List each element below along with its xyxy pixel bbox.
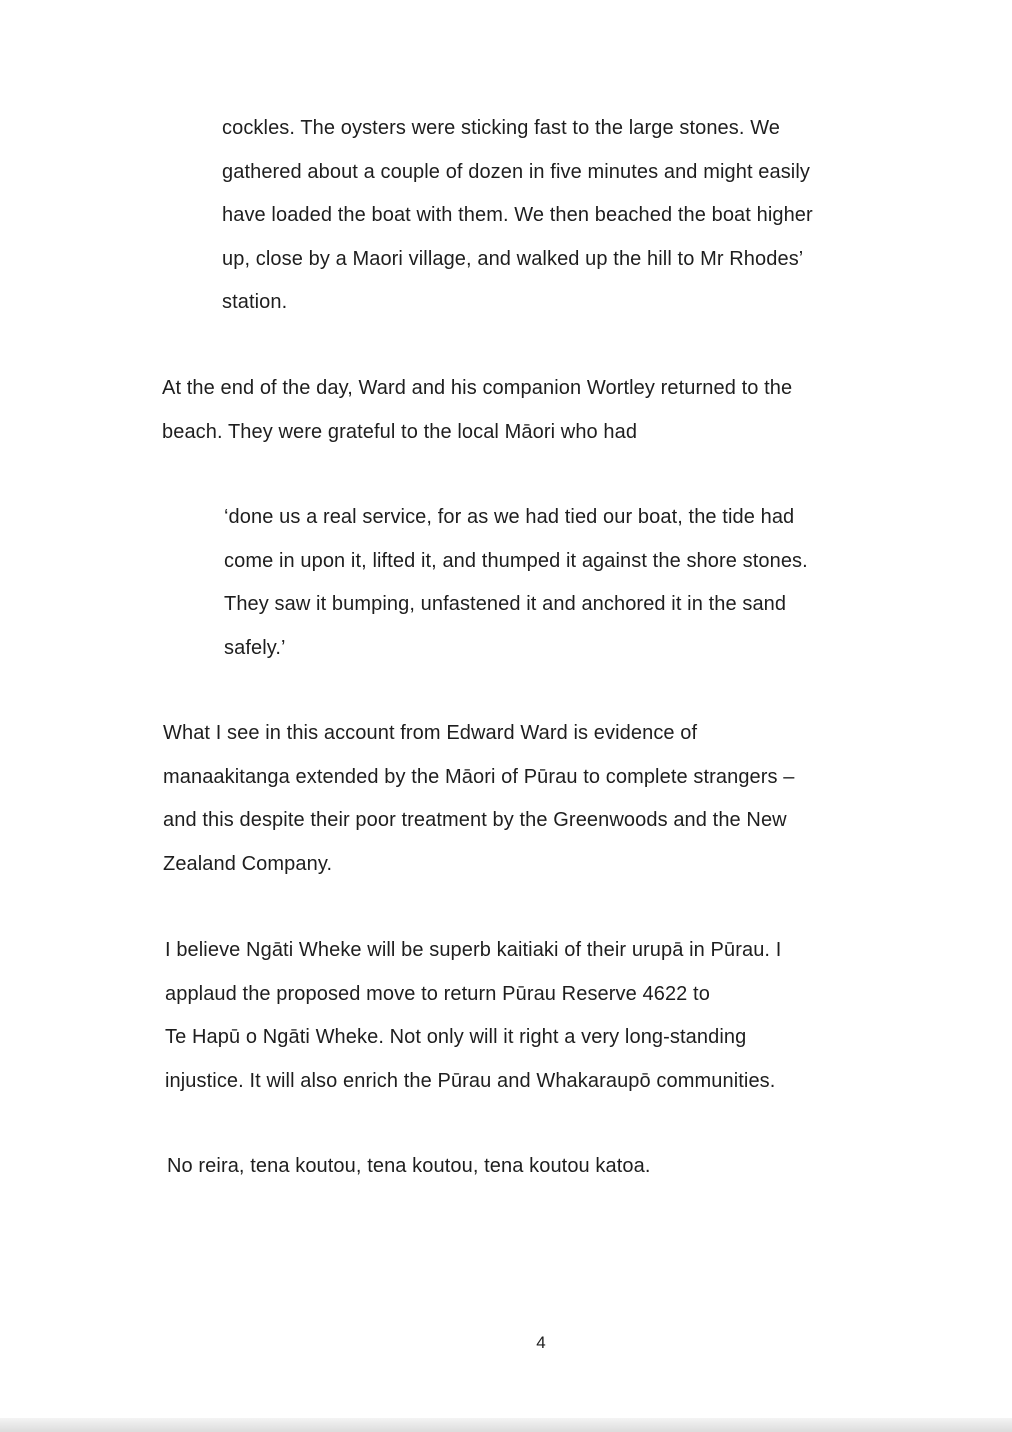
text-line: Te Hapū o Ngāti Wheke. Not only will it right a very long-standing [165, 1026, 747, 1048]
text-line: up, close by a Maori village, and walked up the hill to Mr Rhodes’ [222, 247, 804, 270]
text-line: No reira, tena koutou, tena koutou, tena koutou katoa. [167, 1155, 651, 1177]
text-line: cockles. The oysters were sticking fast to the large stones. We [222, 117, 781, 139]
text-line: safely.’ [224, 636, 286, 659]
text-line: At the end of the day, Ward and his companion Wortley returned to the [162, 377, 793, 399]
text-line: come in upon it, lifted it, and thumped it against the shore stones. [224, 549, 808, 572]
block-quote-oysters [222, 107, 813, 325]
paragraph-closing [167, 1145, 651, 1189]
paragraph-kaitiaki [165, 929, 781, 1103]
text-line: I believe Ngāti Wheke will be superb kaitiaki of their urupā in Pūrau. I [165, 939, 782, 961]
text-line: applaud the proposed move to return Pūrau Reserve 4622 to [165, 982, 710, 1005]
text-line: injustice. It will also enrich the Pūrau and Whakaraupō communities. [165, 1069, 776, 1092]
text-line: Zealand Company. [163, 852, 333, 875]
scan-edge-shadow [0, 1418, 1012, 1432]
block-quote-real-service [224, 496, 808, 670]
text-line: What I see in this account from Edward Ward is evidence of [163, 722, 698, 744]
paragraph-return-to-beach [162, 367, 792, 454]
paragraph-manaakitanga [163, 712, 795, 886]
text-line: ‘done us a real service, for as we had tied our boat, the tide had [224, 506, 795, 528]
text-line: station. [222, 291, 288, 313]
text-line: gathered about a couple of dozen in five minutes and might easily [222, 160, 810, 183]
text-line: have loaded the boat with them. We then beached the boat higher [222, 204, 813, 226]
text-line: and this despite their poor treatment by the Greenwoods and the New [163, 809, 787, 831]
text-line: beach. They were grateful to the local Māori who had [162, 420, 638, 443]
page-number: 4 [536, 1333, 546, 1352]
text-line: They saw it bumping, unfastened it and anchored it in the sand [224, 593, 787, 615]
text-line: manaakitanga extended by the Māori of Pūrau to complete strangers – [163, 765, 795, 788]
